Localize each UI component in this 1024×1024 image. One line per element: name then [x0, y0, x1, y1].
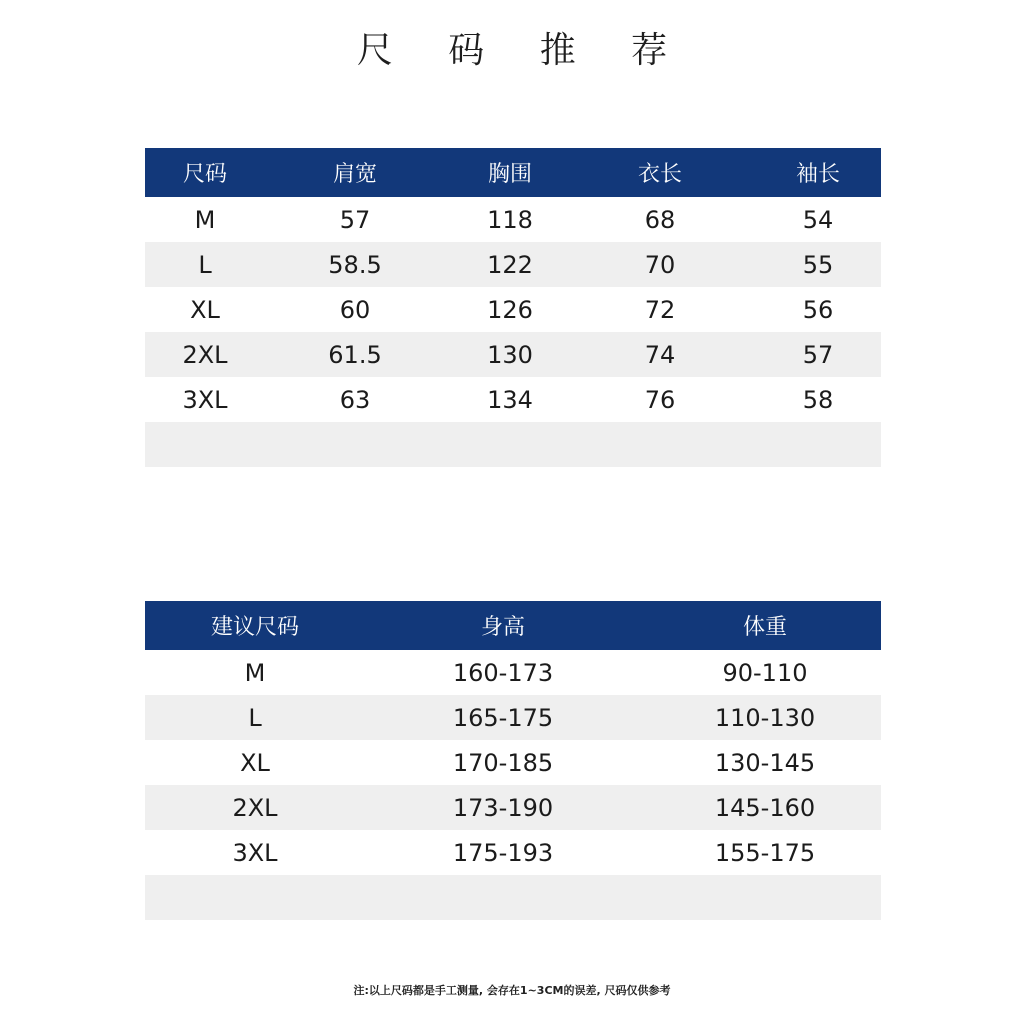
cell-size: M	[194, 205, 216, 234]
table-header	[145, 601, 881, 650]
cell-chest: 126	[487, 295, 533, 324]
size-measurement-table	[145, 148, 881, 467]
cell-height: 170-185	[452, 748, 554, 777]
cell-length: 74	[644, 340, 676, 369]
empty-row	[145, 422, 881, 467]
empty-row	[145, 875, 881, 920]
cell-length: 72	[644, 295, 676, 324]
table-row	[145, 695, 881, 740]
size-recommendation-table	[145, 601, 881, 920]
table-row	[145, 785, 881, 830]
cell-shoulder: 61.5	[328, 340, 382, 369]
header-recommended-size: 建议尺码	[210, 615, 299, 640]
cell-shoulder: 58.5	[328, 250, 382, 279]
cell-sleeve: 56	[802, 295, 834, 324]
header-length: 衣长	[637, 162, 682, 187]
cell-weight: 90-110	[722, 658, 808, 687]
cell-shoulder: 57	[339, 205, 371, 234]
table-row	[145, 332, 881, 377]
table-row	[145, 650, 881, 695]
header-height: 身高	[480, 615, 525, 640]
cell-size: 3XL	[232, 838, 278, 867]
table-row	[145, 242, 881, 287]
header-shoulder: 肩宽	[332, 162, 377, 187]
cell-size: XL	[190, 295, 220, 324]
header-weight: 体重	[742, 615, 787, 640]
cell-weight: 155-175	[714, 838, 816, 867]
table-row	[145, 377, 881, 422]
cell-size: L	[198, 250, 212, 279]
cell-height: 160-173	[452, 658, 554, 687]
cell-length: 68	[644, 205, 676, 234]
header-size: 尺码	[182, 162, 227, 187]
cell-size: L	[248, 703, 262, 732]
table-row	[145, 197, 881, 242]
cell-size: 3XL	[182, 385, 228, 414]
cell-chest: 130	[487, 340, 533, 369]
cell-weight: 130-145	[714, 748, 816, 777]
table-row	[145, 830, 881, 875]
cell-sleeve: 58	[802, 385, 834, 414]
cell-length: 76	[644, 385, 676, 414]
cell-length: 70	[644, 250, 676, 279]
header-sleeve: 袖长	[795, 162, 840, 187]
cell-sleeve: 55	[802, 250, 834, 279]
cell-chest: 134	[487, 385, 533, 414]
cell-shoulder: 60	[339, 295, 371, 324]
cell-size: M	[244, 658, 266, 687]
cell-weight: 110-130	[714, 703, 816, 732]
cell-size: 2XL	[232, 793, 278, 822]
table-header	[145, 148, 881, 197]
cell-shoulder: 63	[339, 385, 371, 414]
cell-weight: 145-160	[714, 793, 816, 822]
cell-sleeve: 57	[802, 340, 834, 369]
header-chest: 胸围	[487, 162, 532, 187]
cell-height: 165-175	[452, 703, 554, 732]
cell-chest: 122	[487, 250, 533, 279]
cell-size: XL	[240, 748, 270, 777]
table-row	[145, 740, 881, 785]
cell-chest: 118	[487, 205, 533, 234]
page-title: 尺 码 推 荐	[356, 30, 690, 71]
cell-size: 2XL	[182, 340, 228, 369]
cell-sleeve: 54	[802, 205, 834, 234]
table-row	[145, 287, 881, 332]
cell-height: 175-193	[452, 838, 554, 867]
cell-height: 173-190	[452, 793, 554, 822]
footnote: 注:以上尺码都是手工测量, 会存在1~3CM的误差, 尺码仅供参考	[353, 984, 671, 997]
